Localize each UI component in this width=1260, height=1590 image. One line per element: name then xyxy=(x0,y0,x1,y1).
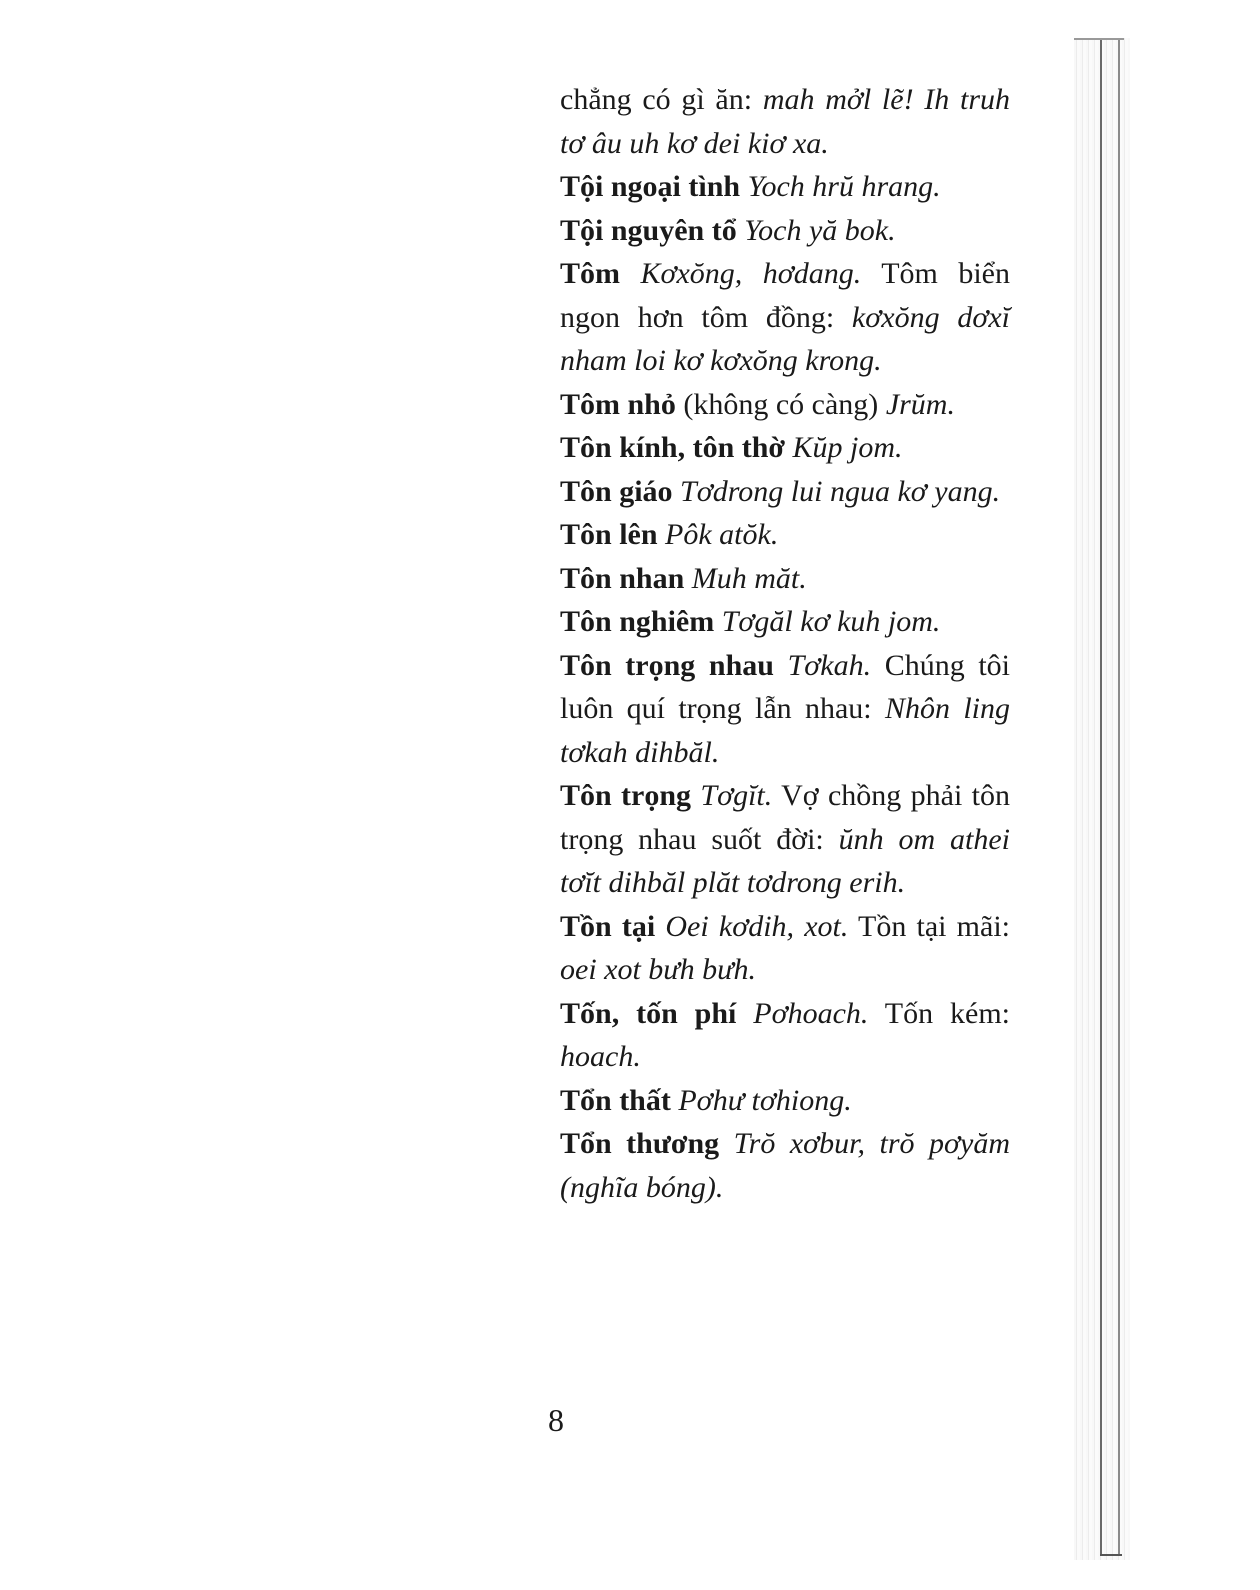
entry-text: Tôm biển ngon hơn tôm đồng: xyxy=(560,257,1010,334)
entry-text xyxy=(620,257,640,290)
dictionary-entry xyxy=(560,557,1010,601)
dictionary-entry xyxy=(560,1122,1010,1209)
entry-text xyxy=(714,605,722,638)
entry-headword: Tôn kính, tôn thờ xyxy=(560,431,786,464)
entry-text xyxy=(673,475,681,508)
entry-translation: Kŭp jom. xyxy=(792,431,903,464)
entry-translation: Trŏ xơbur, trŏ pơyăm (nghĩa bóng). xyxy=(560,1127,1010,1204)
dictionary-entry xyxy=(560,774,1010,905)
entry-headword: Tôn trọng xyxy=(560,779,692,812)
entry-headword: Tôn trọng nhau xyxy=(560,648,774,682)
binding-line xyxy=(1100,40,1102,1556)
binding-bottom-edge xyxy=(1100,1554,1122,1556)
entry-text xyxy=(719,1127,734,1160)
entry-headword: Tôn nhan xyxy=(560,561,685,595)
entry-headword: Tội ngoại tình xyxy=(560,170,741,203)
entry-text: Vợ chồng phải tôn trọng nhau suốt đời: xyxy=(560,779,1010,856)
entry-translation: Pơhư tơhiong. xyxy=(678,1083,852,1117)
entry-text xyxy=(736,997,753,1030)
page-number: 8 xyxy=(548,1402,564,1438)
dictionary-entry xyxy=(560,992,1010,1079)
entry-headword: Tôn giáo xyxy=(560,474,673,508)
dictionary-entry xyxy=(560,513,1010,557)
dictionary-entry xyxy=(560,383,1010,427)
dictionary-entry xyxy=(560,644,1010,775)
entry-text xyxy=(655,910,665,943)
dictionary-entry xyxy=(560,470,1010,514)
entry-translation: oei xot bưh bưh. xyxy=(560,953,757,986)
dictionary-entry xyxy=(560,165,1010,209)
entry-translation: Muh măt. xyxy=(691,561,807,595)
dictionary-entry xyxy=(560,426,1010,470)
dictionary-entry xyxy=(560,209,1010,253)
entry-headword: Tổn thất xyxy=(560,1083,671,1117)
entry-headword: Tôn lên xyxy=(560,518,658,551)
entry-text xyxy=(684,562,692,595)
entry-translation: Yoch hrŭ hrang. xyxy=(747,170,941,203)
entry-headword: Tốn, tốn phí xyxy=(560,996,737,1030)
entry-translation: Tơgăl kơ kuh jom. xyxy=(721,605,941,638)
entry-translation: Oei kơdih, xot. xyxy=(665,909,849,943)
entry-text: (không có càng) xyxy=(675,387,886,421)
dictionary-column xyxy=(560,78,1010,1209)
entry-text: Tốn kém: xyxy=(868,996,1010,1030)
scan-binding-shadow xyxy=(1074,38,1130,1560)
entry-text xyxy=(785,431,793,464)
entry-headword: Tôm xyxy=(560,257,620,290)
entry-translation: Pôk atŏk. xyxy=(665,518,779,551)
binding-outer-edge xyxy=(1118,40,1120,1556)
entry-translation: Tơdrong lui ngua kơ yang. xyxy=(680,474,1001,508)
entry-translation: Nhôn ling tơkah dihbăl. xyxy=(560,692,1010,769)
entry-headword: Tồn tại xyxy=(560,909,656,943)
dictionary-entry xyxy=(560,600,1010,644)
entry-translation: mah mởl lẽ! Ih truh tơ âu uh kơ dei kiơ xa. xyxy=(560,83,1010,160)
dictionary-entry xyxy=(560,252,1010,383)
entry-text: Tồn tại mãi: xyxy=(848,909,1010,943)
entry-text xyxy=(740,170,748,203)
entry-headword: Tổn thương xyxy=(560,1127,720,1160)
entry-headword: Tội nguyên tổ xyxy=(560,213,737,247)
entry-translation: Pơhoach. xyxy=(753,996,869,1030)
entry-translation: Tơgĭt. xyxy=(700,779,773,812)
dictionary-entry xyxy=(560,1079,1010,1123)
dictionary-entry xyxy=(560,905,1010,992)
binding-top-edge xyxy=(1074,38,1124,40)
entry-headword: Tôn nghiêm xyxy=(560,605,715,638)
entry-headword: Tôm nhỏ xyxy=(560,387,676,421)
entry-translation: Jrŭm. xyxy=(885,387,955,421)
entry-text: Chúng tôi luôn quí trọng lẫn nhau: xyxy=(560,648,1010,725)
entry-translation: hoach. xyxy=(560,1040,641,1073)
entry-translation: Kơxŏng, hơdang. xyxy=(640,257,862,290)
entry-translation: ŭnh om athei tơĭt dihbăl plăt tơdrong erih. xyxy=(560,822,1010,899)
entry-text xyxy=(774,649,788,682)
dictionary-entry xyxy=(560,78,1010,165)
entry-text: chẳng có gì ăn: xyxy=(560,83,763,116)
entry-translation: kơxŏng dơxĭ nham loi kơ kơxŏng krong. xyxy=(560,300,1010,377)
entry-text xyxy=(691,779,700,812)
entry-translation: Tơkah. xyxy=(787,648,872,682)
entry-text xyxy=(658,518,666,551)
entry-translation: Yoch yă bok. xyxy=(744,213,896,247)
